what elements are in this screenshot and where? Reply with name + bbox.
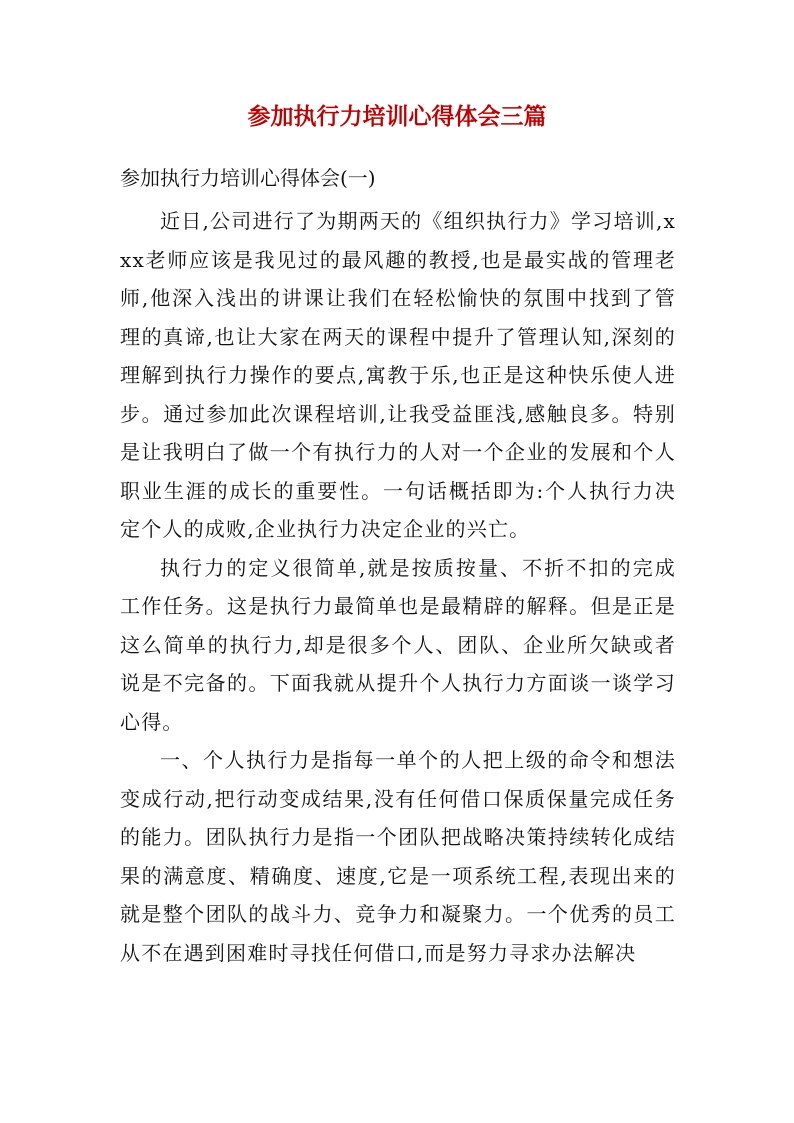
section-heading: 参加执行力培训心得体会(一) [120,166,376,190]
paragraph-1: 近日,公司进行了为期两天的《组织执行力》学习培训,xxx老师应该是我见过的最风趣的教授,也是最实战的管理老师,他深入浅出的讲课让我们在轻松愉快的氛围中找到了管理的真谛,也让大家在两天的课程中提升了管理认知,深刻的理解到执行力操作的要点,寓教于乐,也正是这种快乐使人进步。通过参加此次课程培训,让我受益匪浅,感触良多。特别是让我明白了做一个有执行力的人对一个企业的发展和个人职业生涯的成长的重要性。一句话概括即为:个人执行力决定个人的成败,企业执行力决定企业的兴亡。 [120,209,676,541]
paragraph-3: 一、个人执行力是指每一单个的人把上级的命令和想法变成行动,把行动变成结果,没有任何借口保质保量完成任务的能力。团队执行力是指一个团队把战略决策持续转化成结果的满意度、精确度、速度,它是一项系统工程,表现出来的就是整个团队的战斗力、竞争力和凝聚力。一个优秀的员工从不在遇到困难时寻找任何借口,而是努力寻求办法解决 [120,748,676,965]
document-title: 参加执行力培训心得体会三篇 [247,103,547,130]
paragraph-2: 执行力的定义很简单,就是按质按量、不折不扣的完成工作任务。这是执行力最简单也是最精辟的解释。但是正是这么简单的执行力,却是很多个人、团队、企业所欠缺或者说是不完备的。下面我就从提升个人执行力方面谈一谈学习心得。 [120,555,676,734]
document-body [120,202,676,972]
